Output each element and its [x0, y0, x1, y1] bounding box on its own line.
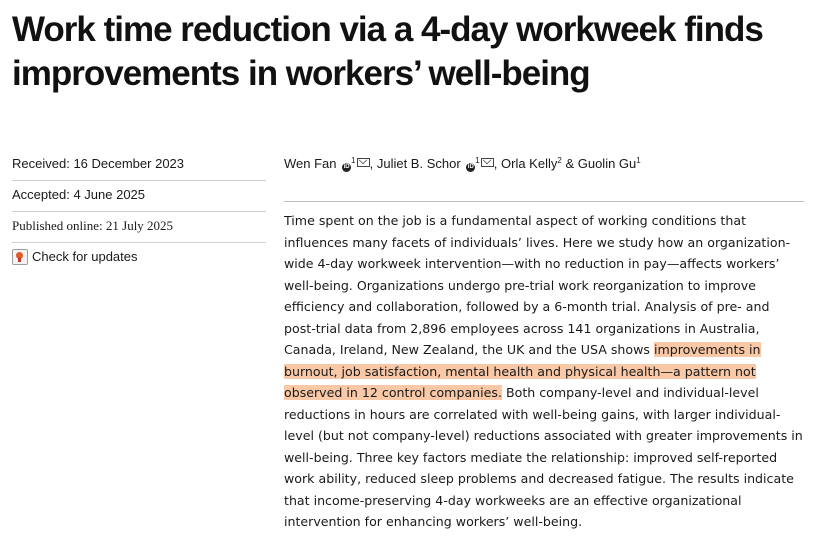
author-separator: ,: [369, 156, 374, 171]
author-orla-kelly[interactable]: [501, 156, 562, 171]
author-name: Wen Fan: [284, 156, 337, 171]
author-juliet-schor[interactable]: [377, 156, 494, 171]
author-name: Guolin Gu: [577, 156, 637, 171]
received-label: Received:: [12, 156, 70, 171]
orcid-icon[interactable]: iD: [343, 164, 350, 170]
abstract-text-continued: Both company-level and individual-level reductions in hours are correlated with well-being gains, with larger individual-level (but not company-level) reductions associated with greater improvements in well-being. Three key factors mediate the relationship: improved self-reported work ability, reduced sleep problems and decreased fatigue. The results indicate that income-preserving 4-day workweeks are an effective organizational intervention for enhancing workers’ well-being.: [284, 385, 803, 529]
author-guolin-gu[interactable]: [578, 156, 641, 171]
divider: [284, 201, 804, 202]
accepted-label: Accepted:: [12, 187, 70, 202]
author-name: Juliet B. Schor: [376, 156, 461, 171]
check-for-updates-button[interactable]: [12, 243, 138, 271]
email-icon[interactable]: [357, 158, 370, 167]
abstract-text: Time spent on the job is a fundamental aspect of working conditions that influences many facets of individuals’ lives. Here we study how an organization-wide 4-day workweek intervention—with no reduction in pay—affects workers’ well-being. Organizations undergo pre-trial work reorganization to improve efficiency and collaboration, followed by a 6-month trial. Analysis of pre- and post-trial data from 2,896 employees across 141 organizations in Australia, Canada, Ireland, New Zealand, the UK and the USA shows: [284, 213, 791, 357]
abstract-highlight: improvements in burnout, job satisfaction, mental health and physical health—a pattern not observed in 12 control companies.: [284, 342, 761, 400]
crossmark-icon: [12, 249, 28, 265]
check-updates-row: [12, 243, 266, 273]
author-name: Orla Kelly: [501, 156, 558, 171]
affiliation-sup: 2: [557, 156, 562, 165]
affiliation-sup: 1: [475, 156, 480, 165]
email-icon[interactable]: [481, 158, 494, 167]
article-history: [12, 150, 266, 273]
published-label: Published online:: [12, 218, 103, 233]
published-value: 21 July 2025: [105, 218, 174, 233]
author-separator: &: [565, 156, 575, 171]
accepted-value: 4 June 2025: [73, 187, 146, 202]
orcid-icon[interactable]: iD: [467, 164, 474, 170]
abstract: [284, 210, 804, 533]
affiliation-sup: 1: [351, 156, 356, 165]
author-wen-fan[interactable]: [284, 156, 370, 171]
accepted-date: [12, 181, 266, 212]
published-date: [12, 212, 266, 243]
received-value: 16 December 2023: [73, 156, 185, 171]
author-separator: ,: [493, 156, 498, 171]
author-list: [284, 155, 804, 173]
affiliation-sup: 1: [636, 156, 641, 165]
received-date: [12, 150, 266, 181]
article-title: Work time reduction via a 4-day workweek finds improvements in workers’ well-being: [12, 10, 763, 93]
check-for-updates-label: Check for updates: [32, 249, 138, 264]
